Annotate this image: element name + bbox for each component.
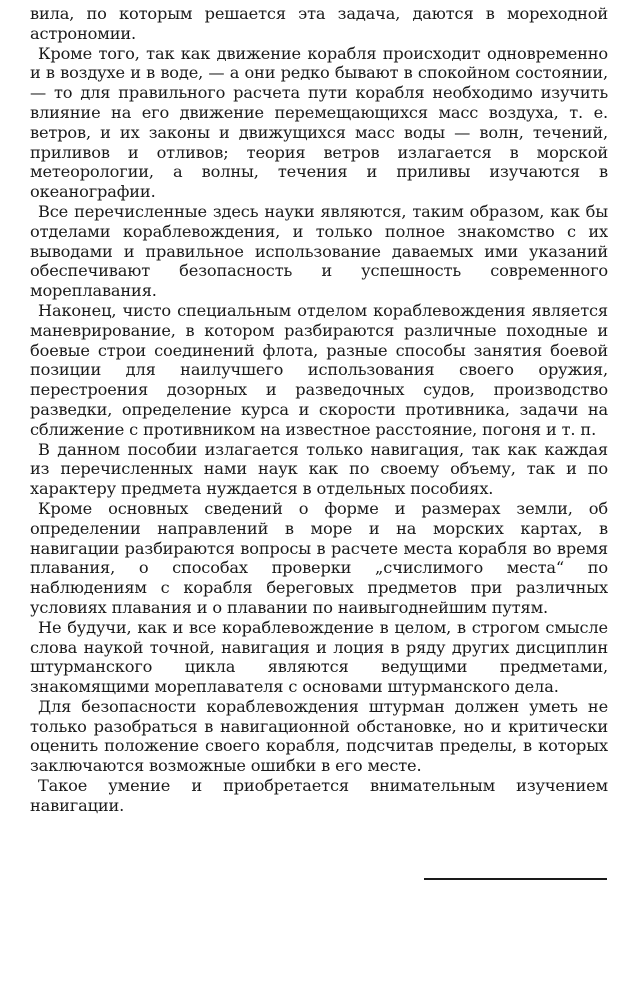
paragraph-wind-and-water: Кроме того, так как движение корабля происходит одновременно и в воздухе и в воде, — а они редко бывают в спокойном состоянии, — то для правильного расчета пути корабля необходимо изучить влияние на его движение перемещающихся масс воздуха, т. е. ветров, и их законы и движущихся масс воды — волн, течений, приливов и отливов; теория ветров излагается в морской метеорологии, а волны, течения и приливы изучаются в океанографии. — [30, 43, 608, 202]
paragraph-discipline: Не будучи, как и все кораблевождение в целом, в строгом смысле слова наукой точной, навигация и лоция в ряду других дисциплин штурманского цикла являются ведущими предметами, знакомящими мореплавателя с основами штурманского дела. — [30, 617, 608, 697]
paragraph-related-sciences: Все перечисленные здесь науки являются, таким образом, как бы отделами кораблевождения, и только полное знакомство с их выводами и правильное использование даваемых ими указаний обеспечивают безопасность и успешность современного мореплавания. — [30, 201, 608, 301]
paragraph-conclusion: Такое умение и приобретается внимательным изучением навигации. — [30, 776, 608, 815]
paragraph-maneuvering: Наконец, чисто специальным отделом кораблевождения является маневрирование, в котором разбираются различные походные и боевые строи соединений флота, разные способы занятия боевой позиции для наилучшего использования своего оружия, перестроения дозорных и разведочных судов, производство разведки, определение курса и скорости противника, задачи на сближение с противником на известное расстояние, погоня и т. п. — [30, 300, 608, 439]
paragraph-navigation-topics: Кроме основных сведений о форме и размерах земли, об определении направлений в море и на морских картах, в навигации разбираются вопросы в расчете места корабля во время плавания, о способах проверки „счислимого места“ по наблюдениям с корабля береговых предметов при различных условиях плавания и о плавании по наивыгоднейшим путям. — [30, 498, 608, 617]
paragraph-safety: Для безопасности кораблевождения штурман должен уметь не только разобраться в навигационной обстановке, но и критически оценить положение своего корабля, подсчитав пределы, в которых заключаются возможные ошибки в его месте. — [30, 696, 608, 776]
paragraph-scope: В данном пособии излагается только навигация, так как каждая из перечисленных нами наук как по своему объему, так и по характеру предмета нуждается в отдельных пособиях. — [30, 439, 608, 499]
paragraph-continuation: вила, по которым решается эта задача, даются в мореходной астрономии. — [30, 4, 608, 43]
section-end-rule — [424, 878, 607, 880]
